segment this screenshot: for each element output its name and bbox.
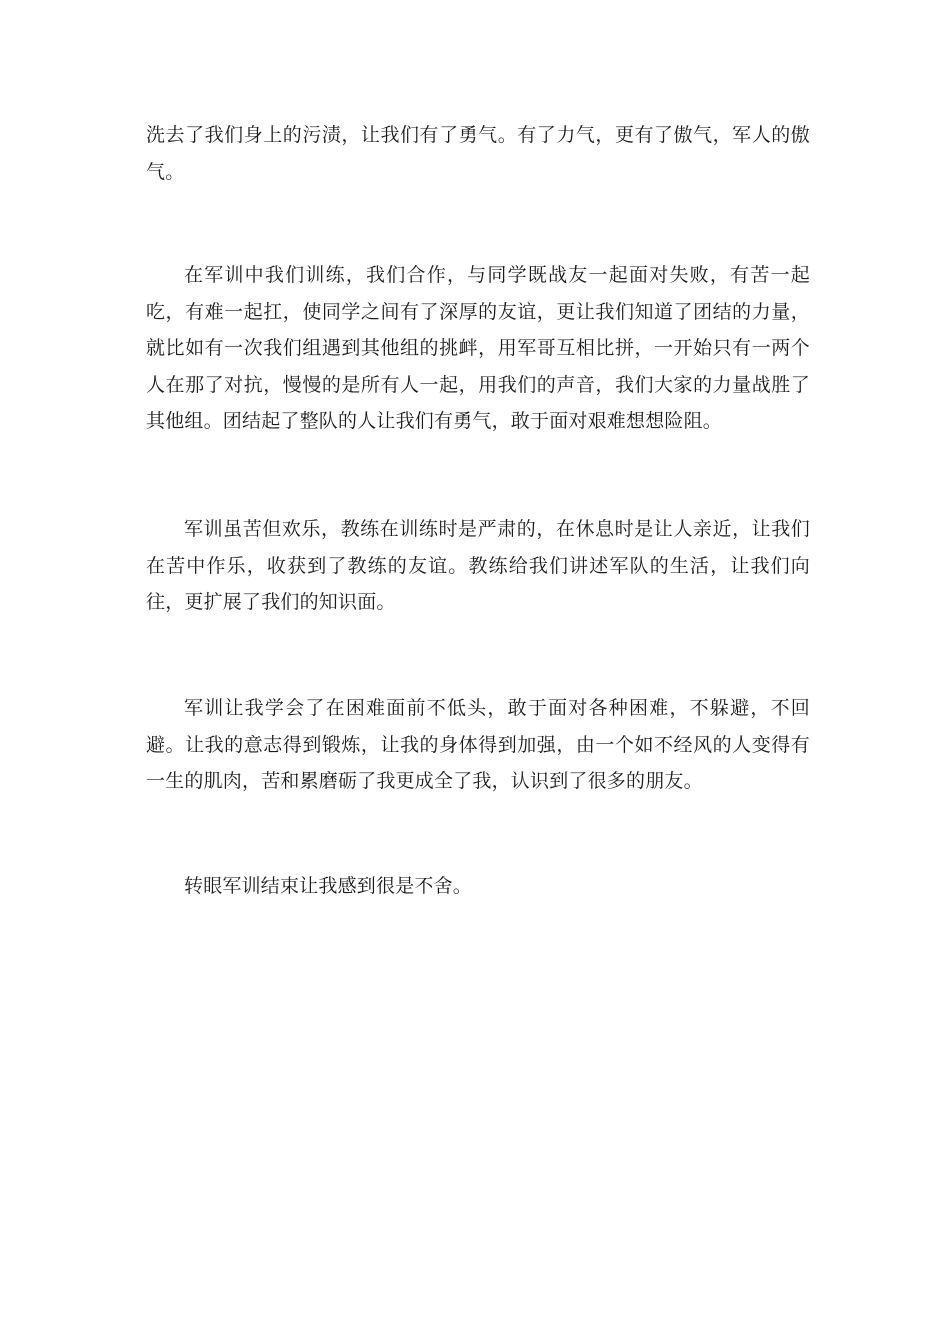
paragraph-instructor: 军训虽苦但欢乐，教练在训练时是严肃的，在休息时是让人亲近，让我们在苦中作乐，收获到了教练的友谊。教练给我们讲述军队的生活，让我们向往，更扩展了我们的知识面。	[146, 518, 810, 613]
paragraph-ending: 转眼军训结束让我感到很是不舍。	[184, 875, 473, 897]
paragraph-teamwork: 在军训中我们训练，我们合作，与同学既战友一起面对失败，有苦一起吃，有难一起扛，使同学之间有了深厚的友谊，更让我们知道了团结的力量，就比如有一次我们组遇到其他组的挑衅，用军哥互相比拼，一开始只有一两个人在那了对抗，慢慢的是所有人一起，用我们的声音，我们大家的力量战胜了其他组。团结起了整队的人让我们有勇气，敢于面对艰难想想险阻。	[146, 264, 810, 432]
paragraph-continued: 洗去了我们身上的污渍，让我们有了勇气。有了力气，更有了傲气，军人的傲气。	[146, 124, 810, 183]
paragraph-lessons: 军训让我学会了在困难面前不低头，敢于面对各种困难，不躲避，不回避。让我的意志得到锻炼，让我的身体得到加强，由一个如不经风的人变得有一生的肌肉，苦和累磨砺了我更成全了我，认识到了很多的朋友。	[146, 697, 810, 792]
